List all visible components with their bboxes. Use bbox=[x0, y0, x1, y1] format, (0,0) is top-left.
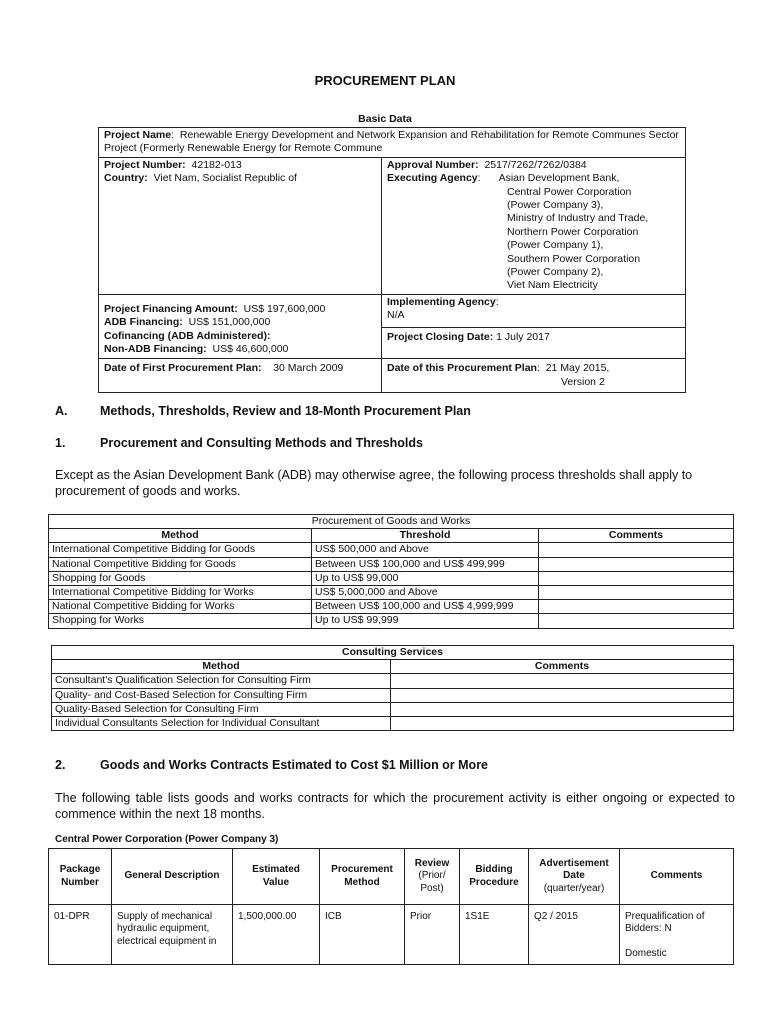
consulting-method-cell: Quality-Based Selection for Consulting Firm bbox=[52, 702, 391, 716]
executing-agency-label: Executing Agency bbox=[387, 172, 478, 185]
non-adb-value: US$ 46,600,000 bbox=[212, 343, 289, 356]
this-plan-cell: Date of this Procurement Plan: 21 May 2015, Version 2 bbox=[382, 359, 686, 393]
section-2-paragraph: The following table lists goods and works contracts for which the procurement activity is either ongoing or expected to commence within the next 18 months. bbox=[55, 791, 735, 821]
contract-value-cell: 1,500,000.00 bbox=[233, 905, 320, 965]
document-title: PROCUREMENT PLAN bbox=[314, 73, 456, 88]
executing-agency-line: Asian Development Bank, bbox=[498, 172, 620, 185]
approval-number-value: 2517/7262/7262/0384 bbox=[484, 158, 587, 171]
section-2-number: 2. bbox=[55, 758, 66, 772]
consulting-comment-cell bbox=[391, 674, 734, 688]
table-row bbox=[49, 543, 734, 557]
implementing-agency-label: Implementing Agency bbox=[387, 295, 496, 308]
contract-procedure-cell: 1S1E bbox=[460, 905, 529, 965]
consulting-services-table bbox=[51, 645, 734, 731]
consulting-table-caption: Consulting Services bbox=[52, 646, 734, 660]
contracts-header-comments: Comments bbox=[620, 849, 734, 905]
section-2-title: Goods and Works Contracts Estimated to Cost $1 Million or More bbox=[100, 758, 489, 772]
goods-threshold-cell: Between US$ 100,000 and US$ 499,999 bbox=[312, 557, 539, 571]
basic-data-heading: Basic Data bbox=[358, 113, 412, 125]
executing-agency-line: Viet Nam Electricity bbox=[507, 279, 598, 292]
first-plan-label: Date of First Procurement Plan: bbox=[104, 362, 262, 375]
goods-method-cell: International Competitive Bidding for Goods bbox=[49, 543, 312, 557]
goods-method-cell: National Competitive Bidding for Goods bbox=[49, 557, 312, 571]
financing-cell bbox=[99, 294, 382, 358]
consulting-method-cell: Consultant's Qualification Selection for Consulting Firm bbox=[52, 674, 391, 688]
contracts-header-date: Advertisement Date (quarter/year) bbox=[529, 849, 620, 905]
table-row bbox=[49, 586, 734, 600]
goods-method-cell: Shopping for Works bbox=[49, 614, 312, 628]
executing-agency-line: Central Power Corporation bbox=[507, 185, 632, 198]
table-row bbox=[52, 674, 734, 688]
section-a-letter: A. bbox=[55, 404, 68, 418]
executing-agency-line: Northern Power Corporation bbox=[507, 225, 639, 238]
goods-method-cell: Shopping for Goods bbox=[49, 571, 312, 585]
goods-header-comments: Comments bbox=[539, 529, 734, 543]
basic-data-table bbox=[98, 127, 686, 393]
contracts-header-value: Estimated Value bbox=[233, 849, 320, 905]
first-plan-cell bbox=[99, 359, 382, 393]
contracts-header-method: Procurement Method bbox=[320, 849, 405, 905]
section-1-number: 1. bbox=[55, 436, 66, 450]
table-row bbox=[49, 614, 734, 628]
contracts-header-package: Package Number bbox=[49, 849, 112, 905]
goods-threshold-cell: Between US$ 100,000 and US$ 4,999,999 bbox=[312, 600, 539, 614]
project-number-cell bbox=[99, 157, 382, 294]
table-row bbox=[52, 717, 734, 731]
consulting-method-cell: Individual Consultants Selection for Individual Consultant bbox=[52, 717, 391, 731]
consulting-header-method: Method bbox=[52, 660, 391, 674]
consulting-comment-cell bbox=[391, 702, 734, 716]
financing-amount-label: Project Financing Amount: bbox=[104, 302, 238, 315]
contract-description-cell: Supply of mechanical hydraulic equipment, electrical equipment in bbox=[112, 905, 233, 965]
non-adb-label: Non-ADB Financing: bbox=[104, 343, 207, 356]
contract-comment-line: Domestic bbox=[625, 948, 667, 960]
contracts-header-procedure: Bidding Procedure bbox=[460, 849, 529, 905]
cofinancing-label: Cofinancing (ADB Administered): bbox=[104, 329, 271, 342]
table-row bbox=[49, 557, 734, 571]
this-plan-value: 21 May 2015, bbox=[545, 362, 610, 375]
project-name-cell: Project Name: Renewable Energy Development and Network Expansion and Rehabilitation for Remote Communes Sector Project (Formerly Renewable Energy for Remote Commune bbox=[99, 128, 686, 158]
implementing-cell: Implementing Agency: N/A Project Closing Date: 1 July 2017 bbox=[382, 294, 686, 358]
goods-method-cell: International Competitive Bidding for Works bbox=[49, 586, 312, 600]
section-1-title: Procurement and Consulting Methods and Thresholds bbox=[100, 436, 423, 450]
consulting-comment-cell bbox=[391, 717, 734, 731]
this-plan-version: Version 2 bbox=[561, 375, 605, 388]
consulting-method-cell: Quality- and Cost-Based Selection for Consulting Firm bbox=[52, 688, 391, 702]
project-name-value: Renewable Energy Development and Network Expansion and Rehabilitation for Remote Communes Sector Project (Formerly Renewable Energy for Remote Commune bbox=[104, 129, 679, 155]
goods-comment-cell bbox=[539, 557, 734, 571]
goods-threshold-cell: Up to US$ 99,000 bbox=[312, 571, 539, 585]
consulting-comment-cell bbox=[391, 688, 734, 702]
executing-agency-line: Southern Power Corporation bbox=[507, 252, 641, 265]
approval-number-label: Approval Number: bbox=[387, 158, 479, 171]
country-value: Viet Nam, Socialist Republic of bbox=[153, 172, 297, 185]
project-number-value: 42182-013 bbox=[191, 158, 242, 171]
country-label: Country: bbox=[104, 172, 148, 185]
closing-date-label: Project Closing Date: bbox=[387, 330, 494, 343]
company-label: Central Power Corporation (Power Company 3) bbox=[55, 834, 279, 845]
table-row bbox=[52, 702, 734, 716]
table-row bbox=[49, 571, 734, 585]
contract-comment-line: Prequalification of Bidders: N bbox=[625, 911, 705, 935]
contracts-header-description: General Description bbox=[112, 849, 233, 905]
table-row bbox=[49, 905, 734, 965]
goods-comment-cell bbox=[539, 614, 734, 628]
executing-agency-line: (Power Company 3), bbox=[507, 199, 604, 212]
goods-header-method: Method bbox=[49, 529, 312, 543]
contracts-table bbox=[48, 848, 734, 965]
section-a-title: Methods, Thresholds, Review and 18-Month Procurement Plan bbox=[100, 404, 471, 418]
approval-cell: Approval Number: 2517/7262/7262/0384 Executing Agency: Asian Development Bank, Central Power Corporation (Power Company 3), Ministry of Industry and Trade, Northern Power Corporation (Power Company 1), Southern Power Corporation (Power Company 2), Viet Nam Electricity bbox=[382, 157, 686, 294]
contracts-header-review: Review (Prior/ Post) bbox=[405, 849, 460, 905]
executing-agency-line: Ministry of Industry and Trade, bbox=[507, 212, 649, 225]
goods-table-caption: Procurement of Goods and Works bbox=[49, 515, 734, 529]
goods-threshold-cell: US$ 5,000,000 and Above bbox=[312, 586, 539, 600]
this-plan-label: Date of this Procurement Plan bbox=[387, 362, 537, 375]
first-plan-value: 30 March 2009 bbox=[273, 362, 344, 375]
consulting-header-comments: Comments bbox=[391, 660, 734, 674]
contract-comments-cell bbox=[620, 905, 734, 965]
closing-date-value: 1 July 2017 bbox=[496, 330, 550, 343]
goods-works-table bbox=[48, 514, 734, 629]
contract-date-cell: Q2 / 2015 bbox=[529, 905, 620, 965]
contract-method-cell: ICB bbox=[320, 905, 405, 965]
goods-header-threshold: Threshold bbox=[312, 529, 539, 543]
adb-financing-value: US$ 151,000,000 bbox=[188, 316, 271, 329]
implementing-agency-value: N/A bbox=[387, 309, 405, 322]
goods-comment-cell bbox=[539, 543, 734, 557]
table-row bbox=[52, 688, 734, 702]
goods-threshold-cell: US$ 500,000 and Above bbox=[312, 543, 539, 557]
adb-financing-label: ADB Financing: bbox=[104, 316, 183, 329]
goods-comment-cell bbox=[539, 586, 734, 600]
financing-amount-value: US$ 197,600,000 bbox=[243, 302, 326, 315]
executing-agency-line: (Power Company 2), bbox=[507, 266, 604, 279]
goods-comment-cell bbox=[539, 600, 734, 614]
executing-agency-line: (Power Company 1), bbox=[507, 239, 604, 252]
goods-method-cell: National Competitive Bidding for Works bbox=[49, 600, 312, 614]
intro-paragraph: Except as the Asian Development Bank (ADB) may otherwise agree, the following process thresholds shall apply to procurement of goods and works. bbox=[55, 468, 693, 498]
contract-package-cell: 01-DPR bbox=[49, 905, 112, 965]
goods-comment-cell bbox=[539, 571, 734, 585]
project-number-label: Project Number: bbox=[104, 158, 186, 171]
project-name-label: Project Name bbox=[104, 129, 172, 141]
contract-review-cell: Prior bbox=[405, 905, 460, 965]
table-row bbox=[49, 600, 734, 614]
goods-threshold-cell: Up to US$ 99,999 bbox=[312, 614, 539, 628]
